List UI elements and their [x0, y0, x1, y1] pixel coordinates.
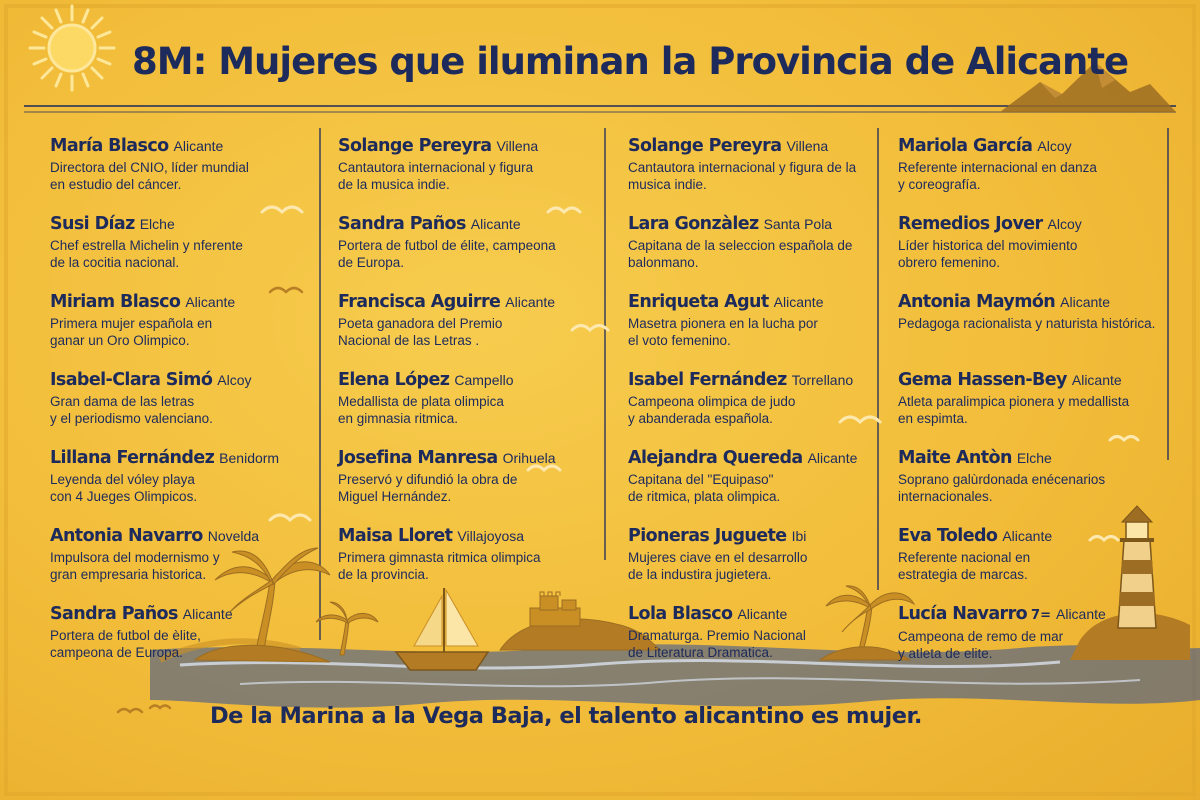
- description-line: Primera gimnasta ritmica olimpica: [338, 550, 541, 565]
- description-line: de la musica indie.: [338, 177, 450, 192]
- list-item: [628, 290, 878, 368]
- town-label: Alicante: [173, 138, 224, 154]
- list-item: [628, 524, 878, 602]
- description-line: Poeta ganadora del Premio: [338, 316, 503, 331]
- woman-name: Sandra Paños: [50, 604, 178, 624]
- list-item: [628, 368, 878, 446]
- list-item: [338, 446, 588, 524]
- woman-name: Maite Antòn: [898, 448, 1012, 468]
- town-label: Alicante: [505, 294, 556, 310]
- entry-heading: [628, 368, 878, 393]
- description-line: de Literatura Dramatica.: [628, 645, 773, 660]
- town-label: Alcoy: [217, 372, 252, 388]
- entry-heading: [898, 368, 1168, 393]
- description-line: Portera de futbol de élite, campeona: [338, 238, 556, 253]
- town-label: Alicante: [1071, 372, 1122, 388]
- town-label: Alicante: [470, 216, 521, 232]
- woman-name: Lara Gonzàlez: [628, 214, 759, 234]
- list-item: [50, 212, 300, 290]
- town-label: Alicante: [773, 294, 824, 310]
- description-line: Referente nacional en: [898, 550, 1031, 565]
- town-label: Benidorm: [219, 450, 280, 466]
- entry-heading: [338, 368, 588, 393]
- town-label: Alicante: [185, 294, 236, 310]
- description-line: musica indie.: [628, 177, 707, 192]
- entry-heading: [628, 134, 878, 159]
- entry-heading: [898, 602, 1168, 628]
- woman-name: Enriqueta Agut: [628, 292, 769, 312]
- description-line: Soprano galùrdonada enécenarios: [898, 472, 1106, 487]
- woman-name: Remedios Jover: [898, 214, 1043, 234]
- town-label: Orihuela: [502, 450, 556, 466]
- town-label: Novelda: [207, 528, 260, 544]
- description-line: de la cocitia nacional.: [50, 255, 180, 270]
- entry-heading: [898, 446, 1168, 471]
- woman-name: Eva Toledo: [898, 526, 998, 546]
- list-item: [628, 212, 878, 290]
- entry-heading: [628, 446, 878, 471]
- list-item: [338, 368, 588, 446]
- woman-name: Solange Pereyra: [628, 136, 782, 156]
- description-line: en estudio del cáncer.: [50, 177, 182, 192]
- description-line: Cantautora internacional y figura de la: [628, 160, 857, 175]
- woman-name: Antonia Maymón: [898, 292, 1056, 312]
- description-line: balonmano.: [628, 255, 699, 270]
- description-line: Impulsora del modernismo y: [50, 550, 220, 565]
- town-label: Villena: [496, 138, 539, 154]
- footer-slogan: De la Marina a la Vega Baja, el talento alicantino es mujer.: [210, 703, 922, 729]
- list-item: [898, 524, 1168, 602]
- description-line: gran empresaria historica.: [50, 567, 207, 582]
- entry-heading: [338, 134, 588, 159]
- description-line: y coreografía.: [898, 177, 981, 192]
- column-1: [50, 134, 300, 680]
- description-line: Capitana de la seleccion española de: [628, 238, 853, 253]
- town-label: Villena: [786, 138, 829, 154]
- description-line: Campeona olimpica de judo: [628, 394, 796, 409]
- description-line: Miguel Hernández.: [338, 489, 452, 504]
- description-line: y abanderada española.: [628, 411, 773, 426]
- town-label: Alicante: [737, 606, 788, 622]
- description-line: en espimta.: [898, 411, 968, 426]
- town-label: Alicante: [1002, 528, 1053, 544]
- woman-name: Francisca Aguirre: [338, 292, 501, 312]
- town-label: Torrellano: [791, 372, 854, 388]
- woman-name: Alejandra Quereda: [628, 448, 803, 468]
- list-item: [628, 134, 878, 212]
- town-label: Elche: [1016, 450, 1052, 466]
- entry-heading: [338, 290, 588, 315]
- description-line: Atleta paralimpica pionera y medallista: [898, 394, 1130, 409]
- entry-heading: [628, 602, 878, 627]
- description-line: Leyenda del vóley playa: [50, 472, 195, 487]
- page-title: 8M: Mujeres que iluminan la Provincia de Alicante: [132, 40, 1129, 83]
- entry-mark: 7=: [1031, 608, 1051, 623]
- description-line: Medallista de plata olimpica: [338, 394, 504, 409]
- list-item: [50, 134, 300, 212]
- description-line: Portera de futbol de èlite,: [50, 628, 201, 643]
- woman-name: Pioneras Juguete: [628, 526, 787, 546]
- list-item: [338, 524, 588, 602]
- entry-heading: [50, 368, 300, 393]
- description-line: de la industira jugietera.: [628, 567, 772, 582]
- description-line: obrero femenino.: [898, 255, 1001, 270]
- list-item: [898, 368, 1168, 446]
- woman-name: María Blasco: [50, 136, 169, 156]
- description-line: Mujeres ciave en el desarrollo: [628, 550, 808, 565]
- column-2: [338, 134, 588, 602]
- description-line: con 4 Jueges Olimpicos.: [50, 489, 198, 504]
- list-item: [898, 290, 1168, 368]
- woman-name: Mariola García: [898, 136, 1033, 156]
- description-line: Directora del CNIO, líder mundial: [50, 160, 249, 175]
- list-item: [50, 368, 300, 446]
- description-line: y atleta de elite.: [898, 646, 993, 661]
- description-line: Preservó y difundió la obra de: [338, 472, 518, 487]
- town-label: Alcoy: [1037, 138, 1072, 154]
- entry-heading: [50, 524, 300, 549]
- entry-heading: [898, 290, 1168, 315]
- description-line: Masetra pionera en la lucha por: [628, 316, 818, 331]
- sun-icon: [30, 6, 114, 90]
- town-label: Alcoy: [1047, 216, 1082, 232]
- woman-name: Elena López: [338, 370, 450, 390]
- woman-name: Susi Díaz: [50, 214, 135, 234]
- entry-heading: [50, 290, 300, 315]
- description-line: Gran dama de las letras: [50, 394, 195, 409]
- entry-heading: [338, 446, 588, 471]
- list-item: [338, 290, 588, 368]
- description-line: Campeona de remo de mar: [898, 629, 1064, 644]
- woman-name: Isabel-Clara Simó: [50, 370, 213, 390]
- description-line: Líder historica del movimiento: [898, 238, 1078, 253]
- description-line: estrategia de marcas.: [898, 567, 1028, 582]
- town-label: Alicante: [807, 450, 858, 466]
- town-label: Santa Pola: [763, 216, 833, 232]
- entry-heading: [898, 212, 1168, 237]
- list-item: [628, 602, 878, 680]
- woman-name: Miriam Blasco: [50, 292, 181, 312]
- town-label: Villajoyosa: [457, 528, 525, 544]
- woman-name: Lucía Navarro: [898, 604, 1028, 624]
- list-item: [50, 446, 300, 524]
- town-label: Ibi: [791, 528, 807, 544]
- description-line: Pedagoga racionalista y naturista histórica.: [898, 316, 1156, 331]
- description-line: y el periodismo valenciano.: [50, 411, 213, 426]
- list-item: [338, 212, 588, 290]
- woman-name: Lillana Fernández: [50, 448, 215, 468]
- woman-name: Isabel Fernández: [628, 370, 787, 390]
- town-label: Campello: [454, 372, 514, 388]
- list-item: [898, 134, 1168, 212]
- list-item: [338, 134, 588, 212]
- entry-heading: [50, 212, 300, 237]
- list-item: [898, 212, 1168, 290]
- entry-heading: [898, 524, 1168, 549]
- description-line: Dramaturga. Premio Nacional: [628, 628, 806, 643]
- town-label: Alicante: [182, 606, 233, 622]
- entry-heading: [898, 134, 1168, 159]
- entry-heading: [50, 134, 300, 159]
- town-label: Alicante: [1056, 606, 1106, 622]
- woman-name: Josefina Manresa: [338, 448, 498, 468]
- woman-name: Lola Blasco: [628, 604, 733, 624]
- town-label: Alicante: [1060, 294, 1110, 310]
- entry-heading: [628, 524, 878, 549]
- woman-name: Antonia Navarro: [50, 526, 203, 546]
- description-line: Primera mujer española en: [50, 316, 213, 331]
- description-line: de la provincia.: [338, 567, 429, 582]
- woman-name: Maisa Lloret: [338, 526, 453, 546]
- description-line: Referente internacional en danza: [898, 160, 1097, 175]
- entry-heading: [50, 602, 300, 627]
- entry-heading: [50, 446, 300, 471]
- description-line: en gimnasia ritmica.: [338, 411, 459, 426]
- town-label: Elche: [139, 216, 175, 232]
- description-line: de Europa.: [338, 255, 405, 270]
- column-4: [898, 134, 1168, 680]
- list-item: [50, 290, 300, 368]
- woman-name: Gema Hassen-Bey: [898, 370, 1067, 390]
- entry-heading: [628, 290, 878, 315]
- list-item: [898, 602, 1168, 680]
- woman-name: Sandra Paños: [338, 214, 466, 234]
- list-item: [898, 446, 1168, 524]
- column-3: [628, 134, 878, 680]
- description-line: el voto femenino.: [628, 333, 731, 348]
- entry-heading: [628, 212, 878, 237]
- description-line: ganar un Oro Olimpico.: [50, 333, 190, 348]
- list-item: [50, 524, 300, 602]
- description-line: de ritmica, plata olimpica.: [628, 489, 781, 504]
- woman-name: Solange Pereyra: [338, 136, 492, 156]
- description-line: internacionales.: [898, 489, 993, 504]
- list-item: [628, 446, 878, 524]
- description-line: Capitana del "Equipaso": [628, 472, 774, 487]
- entry-heading: [338, 212, 588, 237]
- list-item: [50, 602, 300, 680]
- description-line: Cantautora internacional y figura: [338, 160, 534, 175]
- description-line: Chef estrella Michelin y nferente: [50, 238, 243, 253]
- description-line: Nacional de las Letras .: [338, 333, 480, 348]
- description-line: campeona de Europa.: [50, 645, 183, 660]
- entry-heading: [338, 524, 588, 549]
